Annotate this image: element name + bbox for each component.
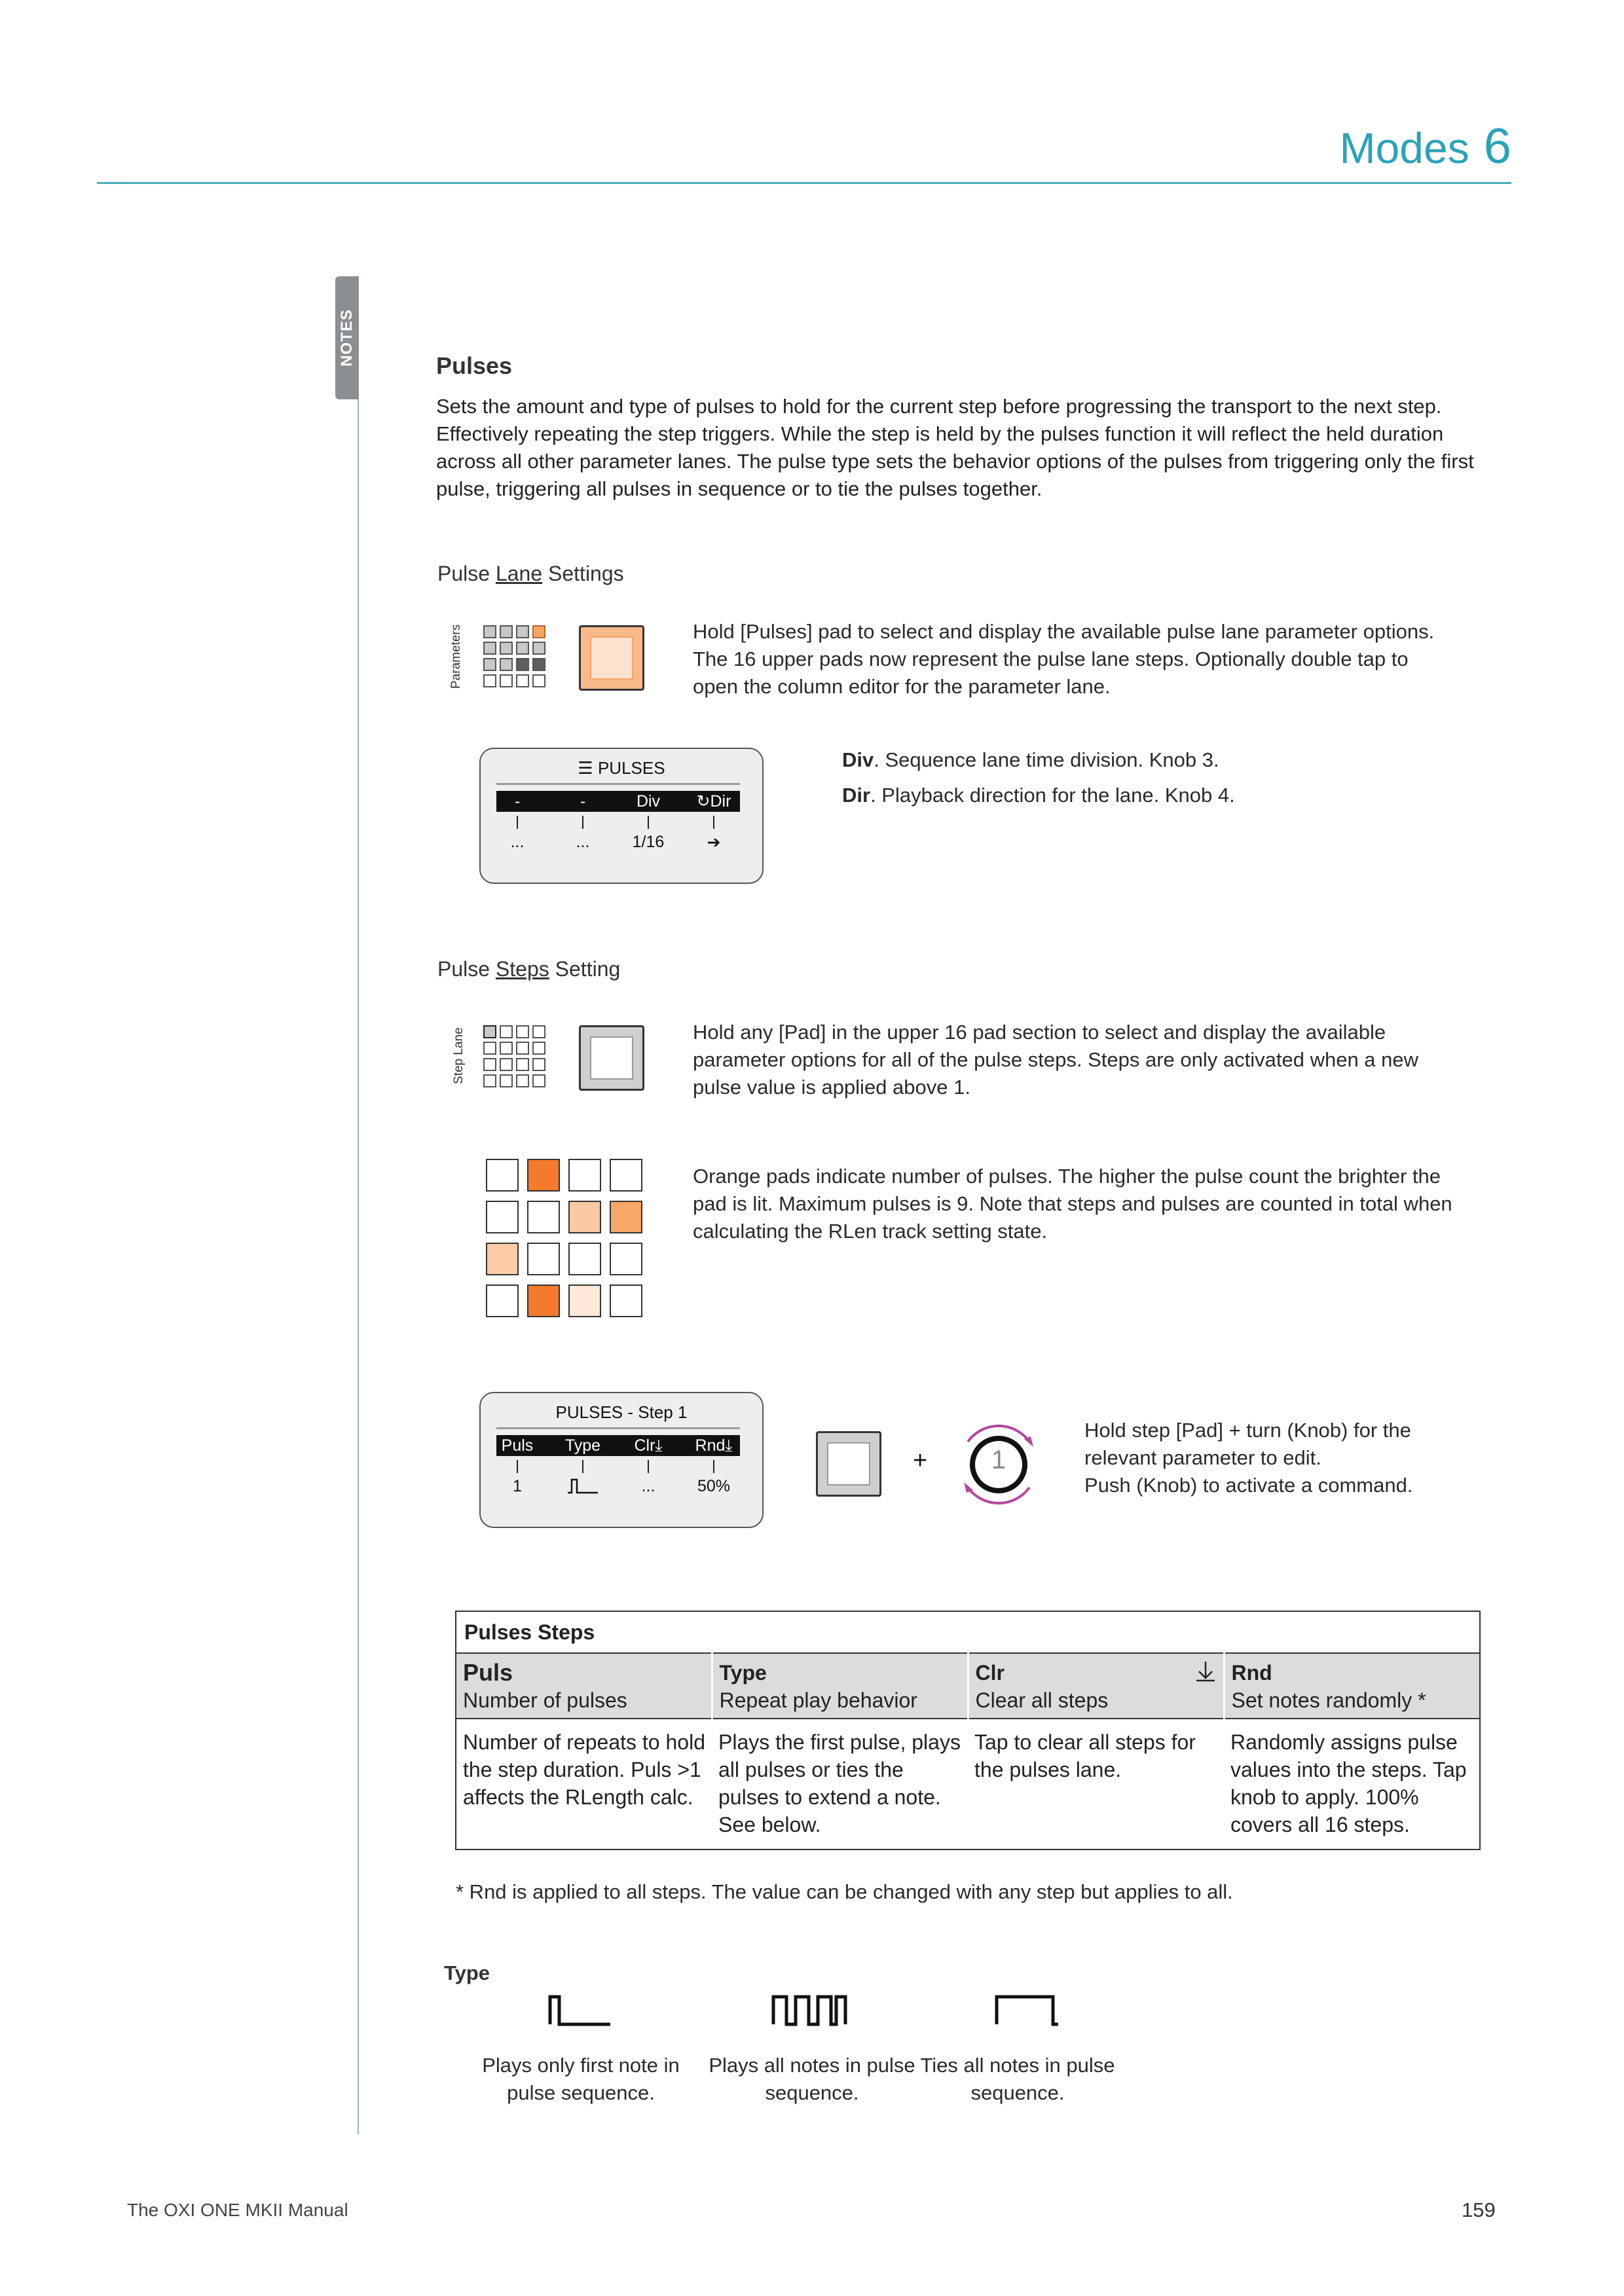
pulse-pad[interactable]	[486, 1243, 519, 1275]
mini-pad	[532, 1025, 545, 1038]
screen-tick	[582, 1460, 583, 1473]
tie-pulses-icon	[994, 1994, 1060, 2027]
type-caption: Plays only first note in pulse sequence.	[482, 2054, 680, 2104]
screen-tick	[648, 1460, 649, 1473]
column-name: Rnd	[1231, 1661, 1272, 1685]
screen-label: -	[514, 792, 521, 811]
screen-value: 1/16	[632, 833, 665, 851]
mini-pad-selected	[483, 1025, 496, 1038]
column-name: Puls	[463, 1659, 513, 1686]
column-subtitle: Repeat play behavior	[719, 1688, 917, 1712]
mini-pad	[500, 658, 513, 671]
steps-heading-post: Setting	[549, 957, 621, 981]
knob-description: Hold step [Pad] + turn (Knob) for the relevant parameter to edit. Push (Knob) to activate a command.	[1084, 1419, 1413, 1497]
pulse-pad[interactable]	[610, 1159, 642, 1192]
steps-setting-description: Hold any [Pad] in the upper 16 pad section to select and display the available parameter options for all of the pulse steps. Steps are only activated when a new pulse value is applied above 1.	[693, 1021, 1419, 1099]
param-dir	[842, 782, 1235, 809]
mini-pad	[516, 1074, 529, 1087]
mini-pad	[500, 1074, 513, 1087]
pulse-pad[interactable]	[486, 1201, 519, 1233]
screen-label: Clr⤓	[634, 1436, 663, 1455]
lane-heading-link: Lane	[495, 562, 543, 585]
screen-value: ...	[641, 1477, 655, 1495]
step-lane-grid-label: Step Lane	[452, 1027, 466, 1084]
steps-setting-heading	[437, 957, 620, 981]
screen-title-rule	[496, 783, 740, 785]
lane-heading-pre: Pulse	[437, 562, 496, 585]
side-rule	[358, 278, 359, 2134]
screen-label: Type	[564, 1436, 601, 1455]
mini-pad	[532, 1058, 545, 1071]
table-header-cell	[1224, 1653, 1480, 1719]
lane-settings-description: Hold [Pulses] pad to select and display the available pulse lane parameter options. The 16 upper pads now represent the pulse lane steps. Optionally double tap to open the column editor for the parameter lane.	[693, 620, 1435, 698]
mini-pad	[500, 1058, 513, 1071]
first-pulse-icon	[547, 1994, 613, 2027]
column-subtitle: Clear all steps	[975, 1688, 1109, 1712]
column-subtitle: Set notes randomly *	[1231, 1688, 1426, 1712]
param-dir-desc: . Playback direction for the lane. Knob 4.	[870, 784, 1235, 807]
lane-oled-screen	[479, 748, 764, 884]
step-pad-face	[590, 1036, 633, 1080]
pulse-pad[interactable]	[527, 1243, 560, 1275]
footer-manual-title: The OXI ONE MKII Manual	[127, 2200, 348, 2220]
pulse-pad[interactable]	[610, 1285, 642, 1317]
param-div	[842, 746, 1219, 774]
mini-pad	[532, 1042, 545, 1055]
header-rule	[97, 182, 1511, 184]
table-header-row	[456, 1653, 1480, 1719]
section-intro: Sets the amount and type of pulses to hold for the current step before progressing the transport to the next step. Effectively repeating the step triggers. While the step is held by the pulses function it will reflect the held duration across all other parameter lanes. The pulse type sets the behavior options of the pulses from triggering only the first pulse, triggering all pulses in sequence or to tie the pulses together.	[436, 395, 1474, 500]
table-header-cell	[968, 1653, 1224, 1719]
screen-label: Puls	[501, 1436, 534, 1455]
screen-title-rule	[496, 1427, 740, 1429]
screen-title: PULSES - Step 1	[555, 1402, 688, 1422]
pulse-pad[interactable]	[610, 1243, 642, 1275]
step-pad[interactable]	[579, 1025, 644, 1091]
screen-title: ☰ PULSES	[578, 758, 665, 778]
mini-pad-dark	[532, 658, 545, 671]
mini-pad	[483, 625, 496, 638]
screen-value: 1	[513, 1477, 522, 1495]
parameters-grid-label: Parameters	[449, 624, 463, 689]
steps-heading-link: Steps	[495, 957, 549, 981]
plus-sign: +	[913, 1447, 928, 1474]
mini-pad	[483, 658, 496, 671]
screen-tick	[517, 1460, 518, 1473]
mini-pad	[483, 1074, 496, 1087]
mini-pad	[516, 1058, 529, 1071]
mini-pad-active	[532, 625, 545, 638]
push-knob-icon	[1194, 1660, 1217, 1683]
table-cell: Randomly assigns pulse values into the steps. Tap knob to apply. 100% covers all 16 steps.	[1224, 1719, 1480, 1850]
lane-settings-heading	[437, 562, 624, 586]
mini-pad	[483, 1058, 496, 1071]
screen-value: ➔	[707, 833, 721, 852]
mini-pad	[483, 674, 496, 687]
mini-pad	[516, 674, 529, 687]
column-name-wrap	[976, 1659, 1217, 1686]
mini-pad	[500, 625, 513, 638]
screen-label: ↻Dir	[696, 792, 731, 811]
mini-pad	[532, 642, 545, 655]
pulse-pads-grid	[486, 1159, 642, 1317]
step-pad[interactable]	[816, 1431, 881, 1497]
parameters-mini-grid	[483, 625, 545, 687]
table-header-cell	[456, 1653, 712, 1719]
notes-tab-label: NOTES	[338, 309, 356, 367]
mini-pad	[516, 1042, 529, 1055]
step-pad-face	[827, 1442, 870, 1485]
section-title: Pulses	[436, 352, 513, 379]
param-div-desc: . Sequence lane time division. Knob 3.	[874, 748, 1219, 771]
table-row	[456, 1719, 1480, 1850]
knob[interactable]	[950, 1415, 1048, 1514]
footnote: * Rnd is applied to all steps. The value can be changed with any step but applies to all.	[456, 1880, 1233, 1903]
screen-label: -	[580, 792, 586, 811]
lane-heading-post: Settings	[542, 562, 624, 585]
screen-label: Div	[636, 792, 661, 811]
mini-pad-dark	[516, 658, 529, 671]
knob-number: 1	[991, 1446, 1006, 1474]
mini-pad	[500, 1042, 513, 1055]
screen-tick	[582, 816, 583, 829]
table-cell: Plays the first pulse, plays all pulses or ties the pulses to extend a note. See below.	[712, 1719, 968, 1850]
pulse-pad[interactable]	[568, 1285, 601, 1317]
first-pulse-icon	[550, 1477, 616, 1499]
table-caption: Pulses Steps	[456, 1611, 1480, 1653]
screen-tick	[517, 816, 518, 829]
screen-tick	[713, 1460, 714, 1473]
screen-value: ...	[576, 833, 590, 851]
pulse-pad[interactable]	[486, 1285, 519, 1317]
param-div-name: Div	[842, 748, 874, 771]
column-name: Clr	[975, 1661, 1005, 1685]
pulse-pad[interactable]	[527, 1201, 560, 1233]
mini-pad	[500, 674, 513, 687]
table-cell: Number of repeats to hold the step duration. Puls >1 affects the RLength calc.	[456, 1719, 712, 1850]
pulse-pad[interactable]	[610, 1201, 642, 1233]
type-heading: Type	[444, 1961, 490, 1984]
steps-heading-pre: Pulse	[437, 957, 496, 981]
mini-pad	[516, 1025, 529, 1038]
chapter-title: Modes	[1339, 124, 1469, 172]
column-subtitle: Number of pulses	[463, 1688, 627, 1712]
step-lane-mini-grid	[483, 1025, 545, 1087]
mini-pad	[532, 1074, 545, 1087]
mini-pad	[483, 642, 496, 655]
pulses-pad-face	[590, 636, 633, 680]
mini-pad	[532, 674, 545, 687]
column-name: Type	[719, 1661, 767, 1685]
all-pulses-icon	[771, 1994, 847, 2027]
screen-value: ...	[510, 833, 525, 851]
screen-tick	[648, 816, 649, 829]
pulse-pad[interactable]	[568, 1243, 601, 1275]
mini-pad	[483, 1042, 496, 1055]
pulses-pad[interactable]	[579, 625, 644, 691]
chapter-heading	[1340, 118, 1511, 175]
screen-tick	[713, 816, 714, 829]
pulse-pad[interactable]	[486, 1159, 519, 1192]
chapter-number: 6	[1483, 118, 1511, 174]
screen-value: 50%	[697, 1477, 731, 1495]
mini-pad	[500, 642, 513, 655]
pulse-pad[interactable]	[527, 1285, 560, 1317]
pulse-pad[interactable]	[568, 1159, 601, 1192]
page-number: 159	[1462, 2198, 1496, 2221]
screen-label: Rnd⤓	[695, 1436, 733, 1455]
pulse-pad[interactable]	[568, 1201, 601, 1233]
notes-side-tab	[335, 276, 359, 399]
orange-pads-description: Orange pads indicate number of pulses. The higher the pulse count the brighter the pad is lit. Maximum pulses is 9. Note that steps and pulses are counted in total when calculating the RLen track setting state.	[693, 1165, 1452, 1243]
step-oled-screen	[479, 1392, 764, 1528]
type-caption: Plays all notes in pulse sequence.	[709, 2054, 915, 2104]
table-header-cell	[712, 1653, 968, 1719]
pulses-steps-table	[455, 1611, 1481, 1850]
table-cell: Tap to clear all steps for the pulses lane.	[968, 1719, 1224, 1850]
pulse-pad[interactable]	[527, 1159, 560, 1192]
param-dir-name: Dir	[842, 784, 871, 807]
mini-pad	[516, 625, 529, 638]
mini-pad	[500, 1025, 513, 1038]
type-caption: Ties all notes in pulse sequence.	[920, 2054, 1115, 2104]
mini-pad	[516, 642, 529, 655]
